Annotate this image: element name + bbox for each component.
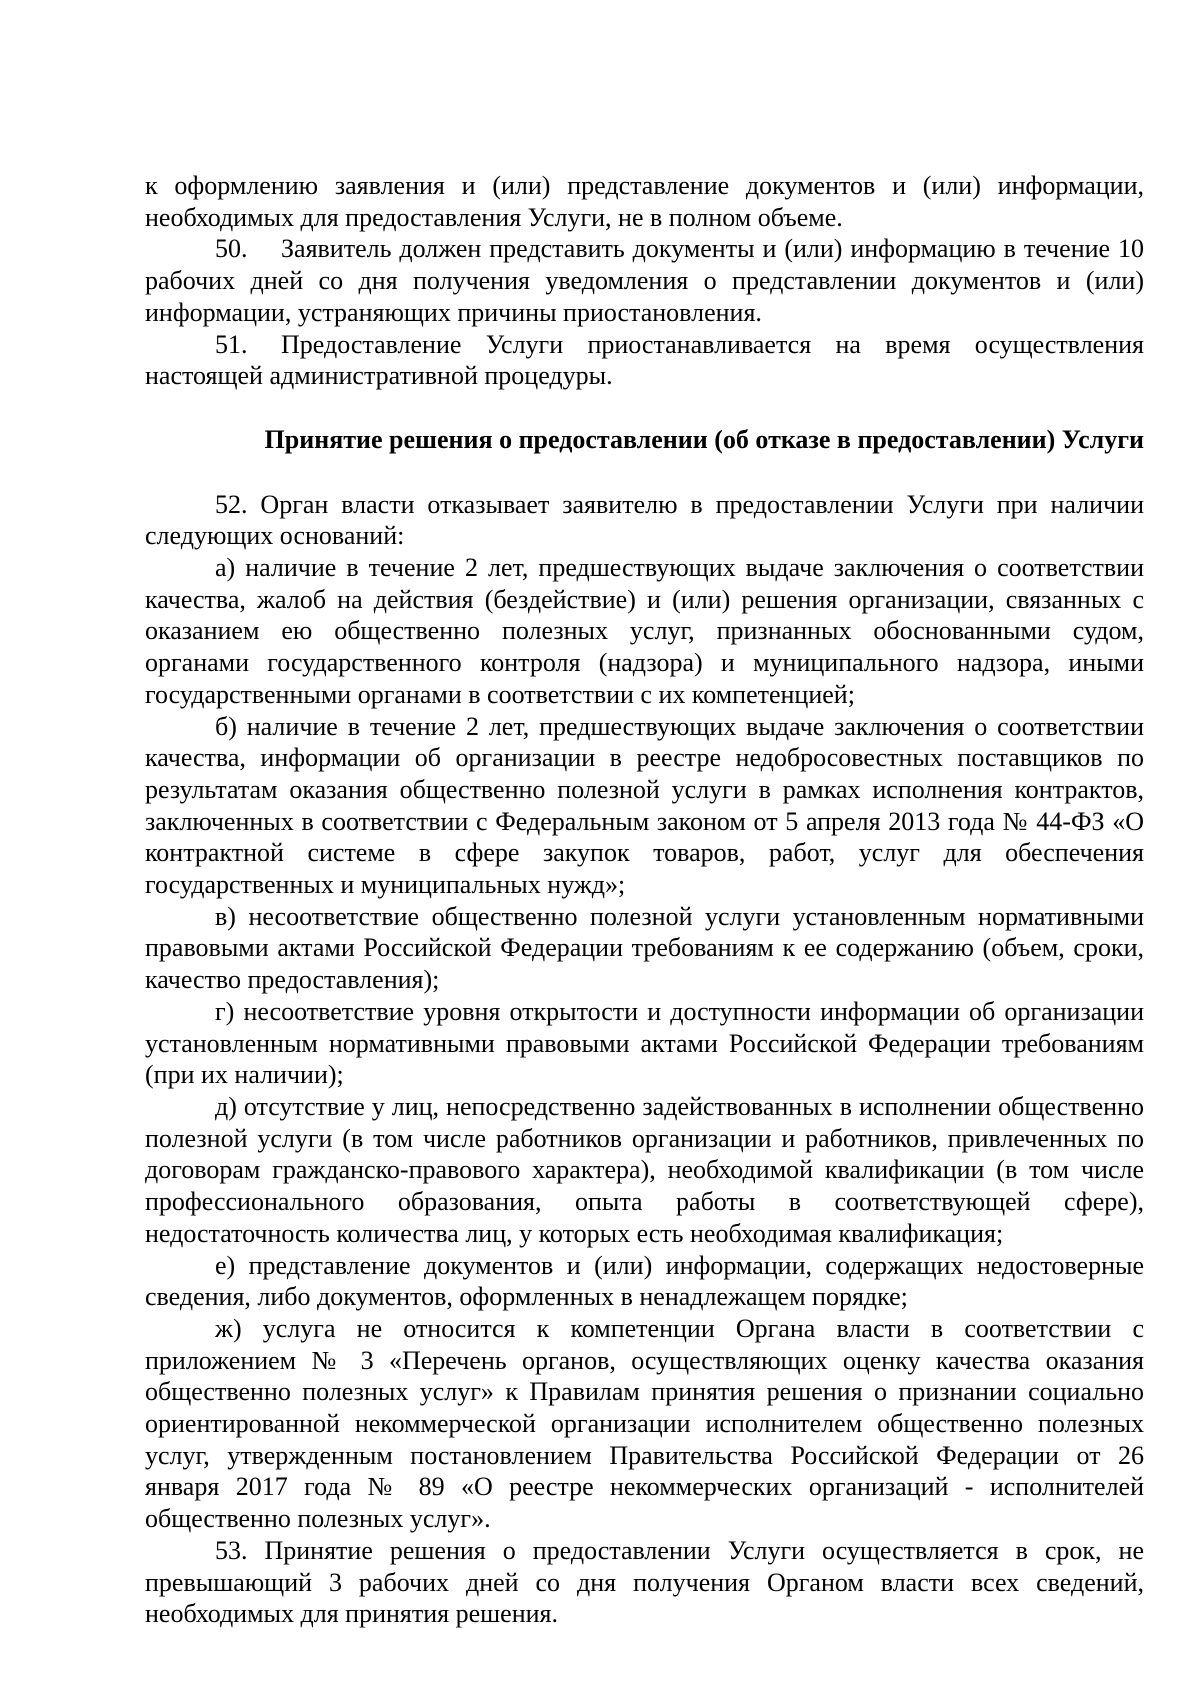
paragraph-52: 52. Орган власти отказывает заявителю в предоставлении Услуги при наличии следующих оснований: xyxy=(145,489,1144,551)
document-page xyxy=(145,170,1144,1630)
paragraph-50-text: Заявитель должен представить документы и (или) информацию в течение 10 рабочих дней со дня получения уведомления о представлении документов и (или) информации, устраняющих причины приостановления. xyxy=(145,234,1144,327)
paragraph-51-text: Предоставление Услуги приостанавливается на время осуществления настоящей административной процедуры. xyxy=(145,329,1144,391)
paragraph-continuation: к оформлению заявления и (или) представление документов и (или) информации, необходимых для предоставления Услуги, не в полном объеме. xyxy=(145,171,1144,232)
list-item-d: д) отсутствие у лиц, непосредственно задействованных в исполнении общественно полезной услуги (в том числе работников организации и работников, привлеченных по договорам гражданско-правового характера), необходимой квалификации (в том числе профессионального образования, опыта работы в соответствующей сфере), недостаточность количества лиц, у которых есть необходимая квалификация; xyxy=(145,1091,1144,1248)
paragraph-50-number: 50. xyxy=(215,234,248,264)
list-item-b: б) наличие в течение 2 лет, предшествующих выдаче заключения о соответствии качества, информации об организации в реестре недобросовестных поставщиков по результатам оказания общественно полезной услуги в рамках исполнения контрактов, заключенных в соответствии с Федеральным законом от 5 апреля 2013 года № 44-ФЗ «О контрактной системе в сфере закупок товаров, работ, услуг для обеспечения государственных и муниципальных нужд»; xyxy=(145,711,1144,900)
paragraph-51 xyxy=(145,329,1144,392)
list-item-g: г) несоответствие уровня открытости и доступности информации об организации установленным нормативными правовыми актами Российской Федерации требованиям (при их наличии); xyxy=(145,996,1144,1090)
list-item-zh: ж) услуга не относится к компетенции Органа власти в соответствии с приложением № 3 «Перечень органов, осуществляющих оценку качества оказания общественно полезных услуг» к Правилам принятия решения о признании социально ориентированной некоммерческой организации исполнителем общественно полезных услуг, утвержденным постановлением Правительства Российской Федерации от 26 января 2017 года № 89 «О реестре некоммерческих организаций - исполнителей общественно полезных услуг». xyxy=(145,1313,1144,1534)
paragraph-51-number: 51. xyxy=(215,329,248,359)
list-item-e: е) представление документов и (или) информации, содержащих недостоверные сведения, либо документов, оформленных в ненадлежащем порядке; xyxy=(145,1250,1144,1312)
list-item-a: а) наличие в течение 2 лет, предшествующих выдаче заключения о соответствии качества, жалоб на действия (бездействие) и (или) решения организации, связанных с оказанием ею общественно полезных услуг, признанных обоснованными судом, органами государственного контроля (надзора) и муниципального надзора, иными государственными органами в соответствии с их компетенцией; xyxy=(145,553,1144,709)
section-heading: Принятие решения о предоставлении (об отказе в предоставлении) Услуги xyxy=(264,424,1144,454)
paragraph-53: 53. Принятие решения о предоставлении Услуги осуществляется в срок, не превышающий 3 рабочих дней со дня получения Органом власти всех сведений, необходимых для принятия решения. xyxy=(145,1535,1144,1629)
paragraph-50 xyxy=(145,233,1144,328)
list-item-v: в) несоответствие общественно полезной услуги установленным нормативными правовыми актами Российской Федерации требованиям к ее содержанию (объем, сроки, качество предоставления); xyxy=(145,901,1144,995)
